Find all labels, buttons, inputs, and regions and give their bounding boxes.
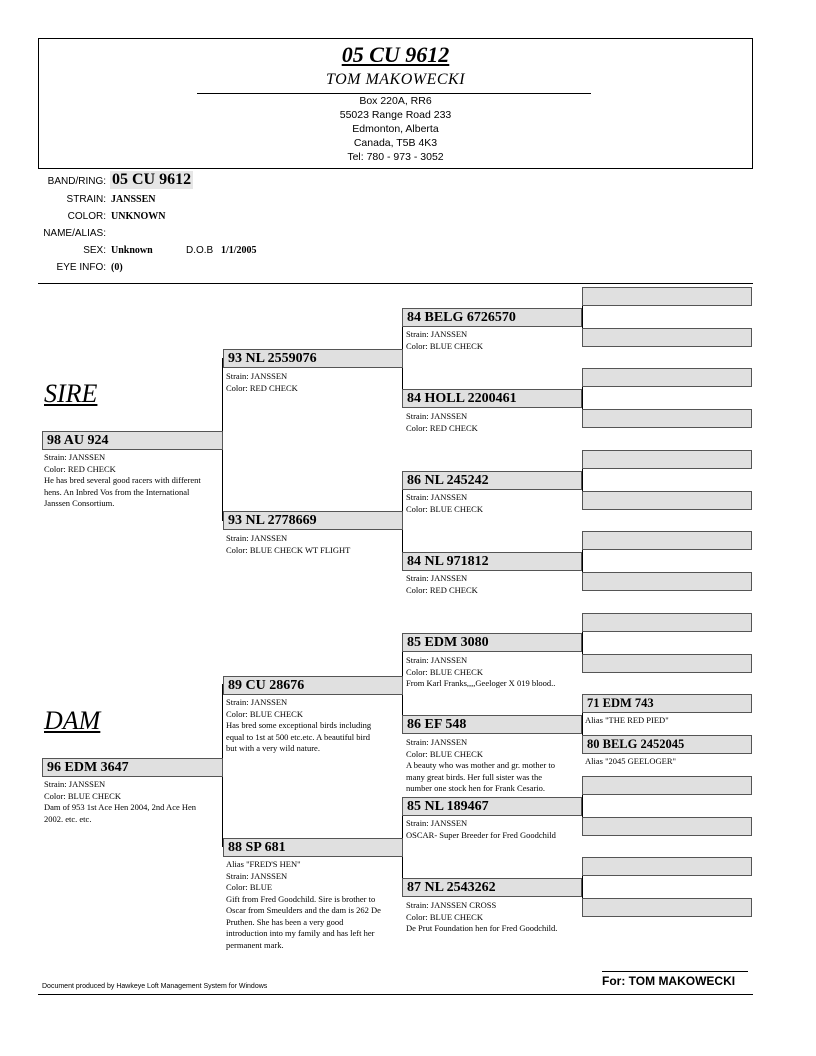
- subject-eye-info: (0): [111, 262, 123, 273]
- detail-line: Color: BLUE CHECK: [406, 748, 483, 759]
- detail-line: Strain: JANSSEN: [406, 818, 468, 828]
- great-grandparent-band-box: 84 NL 971812: [402, 552, 582, 571]
- detail-line: A beauty who was mother and gr. mother to: [406, 760, 555, 770]
- gen4-empty-box: [582, 817, 752, 836]
- detail-line: introduction into my family and has left her: [226, 928, 375, 938]
- great-grandparent-details: [406, 329, 580, 352]
- great-grandparent-band-box: 85 NL 189467: [402, 797, 582, 816]
- great-grandparent-band-box: 87 NL 2543262: [402, 878, 582, 897]
- dam-detail-line: Dam of 953 1st Ace Hen 2004, 2nd Ace Hen: [44, 802, 197, 812]
- gen4-note: Alias "2045 GEELOGER": [585, 756, 676, 766]
- sire-detail-line: He has bred several good racers with different: [44, 475, 201, 485]
- great-grandparent-details: [406, 573, 580, 596]
- detail-line: but with a very wild nature.: [226, 743, 320, 753]
- grandparent-details: [226, 371, 402, 394]
- detail-line: Strain: JANSSEN: [406, 573, 468, 583]
- address-line-3: Edmonton, Alberta: [352, 123, 439, 135]
- detail-line: Color: RED CHECK: [406, 422, 478, 433]
- dam-detail-line: Color: BLUE CHECK: [44, 790, 121, 801]
- header-band-number: 05 CU 9612: [341, 42, 450, 67]
- address-line-5: Tel: 780 - 973 - 3052: [347, 151, 444, 163]
- gen4-empty-box: [582, 287, 752, 306]
- detail-line: Has bred some exceptional birds including: [226, 720, 372, 730]
- for-owner-label: For: TOM MAKOWECKI: [602, 974, 736, 988]
- gen4-empty-box: [582, 450, 752, 469]
- detail-line: Strain: JANSSEN: [406, 329, 468, 339]
- detail-line: Color: BLUE CHECK: [226, 708, 303, 719]
- great-grandparent-band-box: 85 EDM 3080: [402, 633, 582, 652]
- detail-line: Color: BLUE CHECK: [406, 503, 483, 514]
- detail-line: Color: BLUE CHECK: [406, 911, 483, 922]
- grandparent-band-box: 93 NL 2778669: [223, 511, 403, 530]
- detail-line: OSCAR- Super Breeder for Fred Goodchild: [406, 829, 556, 840]
- detail-line: number one stock hen for Frank Cesario.: [406, 783, 546, 793]
- footer-divider: [38, 994, 753, 995]
- grandparent-band-box: 93 NL 2559076: [223, 349, 403, 368]
- grandparent-band-box: 89 CU 28676: [223, 676, 403, 695]
- header-owner-name: TOM MAKOWECKI: [325, 71, 466, 88]
- detail-line: Color: BLUE CHECK WT FLIGHT: [226, 544, 351, 555]
- footer-signature-rule: [602, 971, 748, 972]
- subject-sex: Unknown: [111, 245, 153, 256]
- section-divider: [38, 283, 753, 284]
- color-label: COLOR:: [67, 211, 106, 222]
- detail-line: Strain: JANSSEN: [226, 533, 288, 543]
- detail-line: Alias "FRED'S HEN": [226, 859, 301, 869]
- sex-label: SEX:: [83, 245, 106, 256]
- detail-line: Oscar from Smeulders and the dam is 262 De: [226, 905, 381, 915]
- detail-line: Strain: JANSSEN: [406, 737, 468, 747]
- grandparent-details: [226, 533, 402, 556]
- subject-dob: 1/1/2005: [221, 245, 257, 256]
- subject-band: 05 CU 9612: [112, 171, 192, 188]
- great-grandparent-band-box: 86 EF 548: [402, 715, 582, 734]
- great-grandparent-details: [406, 737, 580, 795]
- gen4-empty-box: [582, 857, 752, 876]
- gen4-empty-box: [582, 328, 752, 347]
- gen4-band-box: 80 BELG 2452045: [582, 735, 752, 754]
- detail-line: Strain: JANSSEN: [406, 655, 468, 665]
- gen4-empty-box: [582, 409, 752, 428]
- sire-detail-line: Color: RED CHECK: [44, 463, 116, 474]
- gen4-band-box: 71 EDM 743: [582, 694, 752, 713]
- detail-line: Gift from Fred Goodchild. Sire is brother to: [226, 893, 376, 904]
- sire-band-box: 98 AU 924: [42, 431, 223, 450]
- detail-line: Color: RED CHECK: [226, 382, 298, 393]
- gen4-empty-box: [582, 572, 752, 591]
- subject-color: UNKNOWN: [111, 211, 166, 222]
- strain-label: STRAIN:: [66, 194, 106, 205]
- detail-line: Strain: JANSSEN CROSS: [406, 900, 497, 910]
- address-line-1: Box 220A, RR6: [359, 95, 432, 107]
- dam-detail-line: Strain: JANSSEN: [44, 779, 106, 789]
- subject-strain: JANSSEN: [111, 194, 156, 205]
- eye-info-label: EYE INFO:: [56, 262, 106, 273]
- header-divider: [197, 93, 591, 94]
- grandparent-details: [226, 697, 402, 755]
- sire-detail-line: Strain: JANSSEN: [44, 452, 106, 462]
- gen4-empty-box: [582, 898, 752, 917]
- name-alias-label: NAME/ALIAS:: [43, 228, 106, 239]
- gen4-note: Alias "THE RED PIED": [585, 715, 669, 725]
- header-box: [38, 38, 753, 169]
- detail-line: Strain: JANSSEN: [406, 411, 468, 421]
- grandparent-details: [226, 859, 402, 951]
- detail-line: Strain: JANSSEN: [226, 371, 288, 381]
- dam-heading: DAM: [44, 706, 101, 735]
- dam-details: [44, 779, 222, 825]
- sire-details: [44, 452, 222, 510]
- detail-line: Color: BLUE CHECK: [406, 340, 483, 351]
- detail-line: Pruthen. She has been a very good: [226, 916, 344, 927]
- great-grandparent-details: [406, 492, 580, 515]
- detail-line: De Prut Foundation hen for Fred Goodchild.: [406, 923, 558, 933]
- detail-line: Color: BLUE CHECK: [406, 666, 483, 677]
- grandparent-band-box: 88 SP 681: [223, 838, 403, 857]
- detail-line: permanent mark.: [226, 939, 284, 950]
- great-grandparent-details: [406, 655, 580, 690]
- great-grandparent-band-box: 86 NL 245242: [402, 471, 582, 490]
- gen4-empty-box: [582, 531, 752, 550]
- gen4-empty-box: [582, 654, 752, 673]
- gen4-empty-box: [582, 491, 752, 510]
- detail-line: Strain: JANSSEN: [406, 492, 468, 502]
- gen4-empty-box: [582, 368, 752, 387]
- sire-detail-line: Janssen Consortium.: [44, 498, 115, 508]
- detail-line: Color: BLUE: [226, 882, 273, 892]
- detail-line: Strain: JANSSEN: [226, 697, 288, 707]
- dob-label: D.O.B: [186, 245, 214, 256]
- gen4-empty-box: [582, 613, 752, 632]
- detail-line: many great birds. Her full sister was the: [406, 771, 542, 782]
- dam-detail-line: 2002. etc. etc.: [44, 813, 92, 824]
- sire-heading: SIRE: [44, 379, 98, 408]
- gen4-empty-box: [582, 776, 752, 795]
- detail-line: From Karl Franks,,,,Geeloger X 019 blood..: [406, 678, 556, 688]
- band-label: BAND/RING:: [47, 176, 106, 187]
- produced-by-note: Document produced by Hawkeye Loft Management System for Windows: [42, 983, 268, 990]
- dam-band-box: 96 EDM 3647: [42, 758, 223, 777]
- great-grandparent-details: [406, 411, 580, 434]
- great-grandparent-details: [406, 900, 580, 935]
- great-grandparent-band-box: 84 HOLL 2200461: [402, 389, 582, 408]
- detail-line: equal to 1st at 500 etc.etc. A beautiful bird: [226, 731, 370, 742]
- address-line-2: 55023 Range Road 233: [339, 109, 452, 121]
- great-grandparent-band-box: 84 BELG 6726570: [402, 308, 582, 327]
- detail-line: Color: RED CHECK: [406, 584, 478, 595]
- sire-detail-line: hens. An Inbred Vos from the International: [44, 486, 190, 497]
- address-line-4: Canada, T5B 4K3: [353, 137, 438, 149]
- detail-line: Strain: JANSSEN: [226, 870, 288, 881]
- great-grandparent-details: [406, 818, 580, 841]
